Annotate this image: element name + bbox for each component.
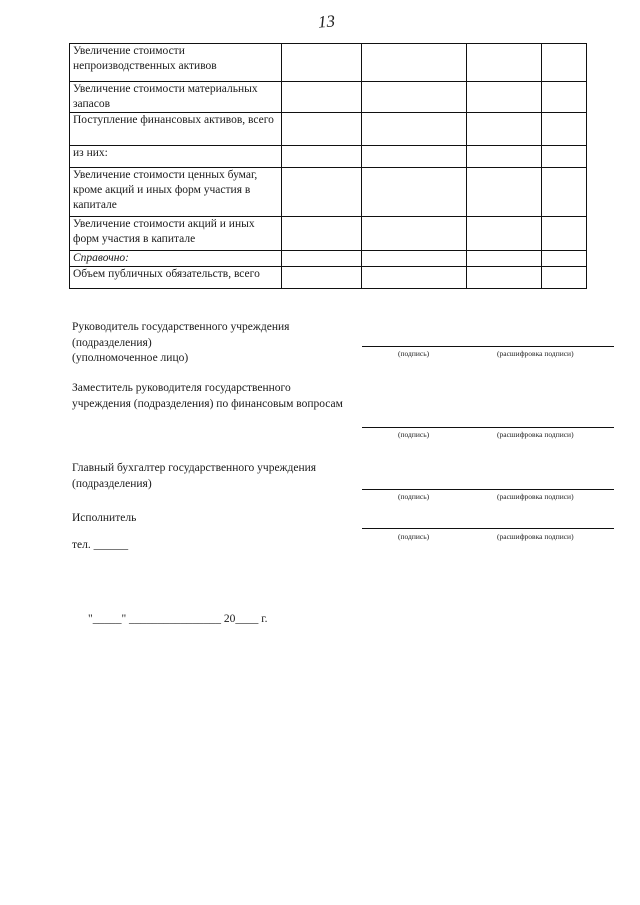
table-cell [362,217,467,251]
finance-table [69,43,587,289]
signature-decode-caption: (расшифровка подписи) [497,492,574,501]
row-label: Увеличение стоимости акций и иных форм участия в капитале [70,217,282,251]
row-label: Увеличение стоимости материальных запасов [70,82,282,113]
signature-caption: (подпись) [398,349,430,358]
table-row [70,217,587,251]
executor-label: Исполнитель [72,512,137,524]
head-signature-line [362,346,614,347]
accountant-signatory-title: Главный бухгалтер государственного учреждения [72,462,317,474]
table-cell [362,168,467,217]
deputy-signatory-title: Заместитель руководителя государственного [72,382,291,394]
table-cell [282,82,362,113]
accountant-signatory-subtitle: (подразделения) [72,478,152,490]
signature-decode-caption: (расшифровка подписи) [497,430,574,439]
table-row [70,168,587,217]
signature-caption: (подпись) [398,532,430,541]
table-cell [542,217,587,251]
row-label: Справочно: [70,251,282,267]
table-cell [282,267,362,289]
table-cell [467,251,542,267]
row-label: Поступление финансовых активов, всего [70,113,282,146]
table-cell [282,113,362,146]
table-cell [282,251,362,267]
table-cell [467,82,542,113]
table-cell [542,251,587,267]
table-cell [542,267,587,289]
table-cell [362,82,467,113]
head-signatory-title: Руководитель государственного учреждения [72,321,290,333]
table-row [70,113,587,146]
table-cell [282,168,362,217]
signature-decode-caption: (расшифровка подписи) [497,349,574,358]
signature-caption: (подпись) [398,492,430,501]
table-cell [542,44,587,82]
table-cell [467,267,542,289]
executor-signature-line [362,528,614,529]
table-row [70,267,587,289]
row-label: Увеличение стоимости ценных бумаг, кроме акций и иных форм участия в капитале [70,168,282,217]
table-cell [467,168,542,217]
row-label: Объем публичных обязательств, всего [70,267,282,289]
table-cell [467,113,542,146]
accountant-signature-line [362,489,614,490]
signature-decode-caption: (расшифровка подписи) [497,532,574,541]
table-cell [362,146,467,168]
row-label: из них: [70,146,282,168]
head-signatory-subtitle: (подразделения) [72,337,152,349]
table-cell [362,44,467,82]
table-cell [282,146,362,168]
table-cell [467,44,542,82]
page-number: 13 [317,11,336,32]
table-cell [362,251,467,267]
deputy-signature-line [362,427,614,428]
executor-phone: тел. ______ [72,539,129,551]
table-cell [542,82,587,113]
table-cell [282,44,362,82]
signature-caption: (подпись) [398,430,430,439]
table-cell [542,113,587,146]
table-cell [467,217,542,251]
table-cell [362,113,467,146]
row-label: Увеличение стоимости непроизводственных активов [70,44,282,82]
table-cell [282,217,362,251]
table-cell [542,168,587,217]
head-signatory-note: (уполномоченное лицо) [72,352,189,364]
table-row [70,146,587,168]
table-cell [542,146,587,168]
table-row [70,251,587,267]
table-row [70,82,587,113]
table-cell [467,146,542,168]
date-line: "_____" ________________ 20____ г. [88,613,268,625]
table-cell [362,267,467,289]
table-row [70,44,587,82]
deputy-signatory-subtitle: учреждения (подразделения) по финансовым вопросам [72,398,343,410]
